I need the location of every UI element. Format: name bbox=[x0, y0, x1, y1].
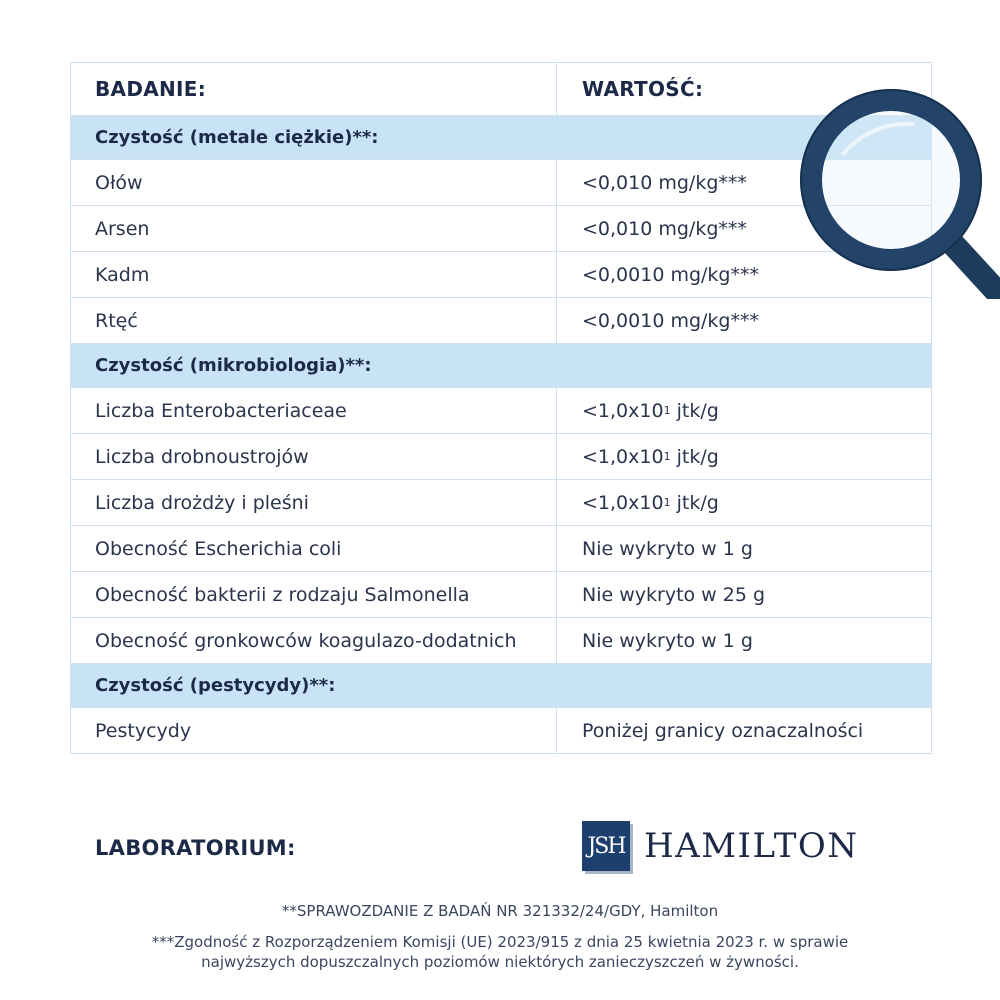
section-header bbox=[71, 663, 931, 707]
test-value: <0,010 mg/kg*** bbox=[582, 171, 747, 194]
test-value bbox=[557, 434, 931, 479]
results-table bbox=[70, 62, 932, 754]
test-name: Pestycydy bbox=[71, 708, 557, 753]
section-title: Czystość (mikrobiologia)**: bbox=[95, 355, 372, 376]
footnote-regulation-line2: najwyższych dopuszczalnych poziomów niektórych zanieczyszczeń w żywności. bbox=[201, 953, 799, 971]
header-wartosc: WARTOŚĆ: bbox=[582, 77, 704, 101]
table-row bbox=[71, 617, 931, 663]
value-base: <1,0x10 bbox=[582, 399, 664, 422]
test-name: Rtęć bbox=[71, 298, 557, 343]
test-name: Obecność bakterii z rodzaju Salmonella bbox=[71, 572, 557, 617]
test-value: <0,0010 mg/kg*** bbox=[582, 263, 759, 286]
test-value bbox=[557, 480, 931, 525]
test-name: Obecność Escherichia coli bbox=[71, 526, 557, 571]
test-name: Liczba drożdży i pleśni bbox=[71, 480, 557, 525]
test-value: <0,0010 mg/kg*** bbox=[582, 309, 759, 332]
table-row bbox=[71, 251, 931, 297]
test-value: Nie wykryto w 1 g bbox=[582, 629, 753, 652]
test-value bbox=[557, 388, 931, 433]
table-row bbox=[71, 479, 931, 525]
footnote-report: **SPRAWOZDANIE Z BADAŃ NR 321332/24/GDY, Hamilton bbox=[281, 902, 719, 920]
test-value: <0,010 mg/kg*** bbox=[582, 217, 747, 240]
hamilton-logo-text: HAMILTON bbox=[644, 826, 859, 866]
value-base: <1,0x10 bbox=[582, 491, 664, 514]
test-value: Poniżej granicy oznaczalności bbox=[582, 719, 864, 742]
table-header bbox=[71, 63, 931, 115]
value-unit: jtk/g bbox=[670, 445, 719, 468]
test-name: Ołów bbox=[71, 160, 557, 205]
value-base: <1,0x10 bbox=[582, 445, 664, 468]
footnotes bbox=[0, 902, 1000, 972]
table-row bbox=[71, 433, 931, 479]
table-row bbox=[71, 387, 931, 433]
table-row bbox=[71, 205, 931, 251]
table-row bbox=[71, 571, 931, 617]
value-unit: jtk/g bbox=[670, 399, 719, 422]
hamilton-logo-mark: JSH bbox=[582, 821, 630, 871]
table-row bbox=[71, 707, 931, 753]
section-header bbox=[71, 343, 931, 387]
magnifier-handle bbox=[953, 244, 1000, 299]
footnote-regulation-line1: ***Zgodność z Rozporządzeniem Komisji (UE) 2023/915 z dnia 25 kwietnia 2023 r. w sprawie bbox=[151, 933, 849, 951]
test-name: Kadm bbox=[71, 252, 557, 297]
test-name: Liczba Enterobacteriaceae bbox=[71, 388, 557, 433]
test-value: Nie wykryto w 25 g bbox=[582, 583, 766, 606]
table-row bbox=[71, 525, 931, 571]
laboratory-label: LABORATORIUM: bbox=[95, 836, 296, 860]
test-name: Liczba drobnoustrojów bbox=[71, 434, 557, 479]
section-title: Czystość (pestycydy)**: bbox=[95, 675, 336, 696]
test-name: Arsen bbox=[71, 206, 557, 251]
value-exponent: 1 bbox=[663, 450, 671, 463]
test-value: Nie wykryto w 1 g bbox=[582, 537, 753, 560]
section-header bbox=[71, 115, 931, 159]
table-row bbox=[71, 159, 931, 205]
value-unit: jtk/g bbox=[670, 491, 719, 514]
section-title: Czystość (metale ciężkie)**: bbox=[95, 127, 379, 148]
table-row bbox=[71, 297, 931, 343]
header-badanie: BADANIE: bbox=[71, 63, 557, 115]
hamilton-logo bbox=[582, 820, 859, 872]
value-exponent: 1 bbox=[663, 496, 671, 509]
test-name: Obecność gronkowców koagulazo-dodatnich bbox=[71, 618, 557, 663]
value-exponent: 1 bbox=[663, 404, 671, 417]
